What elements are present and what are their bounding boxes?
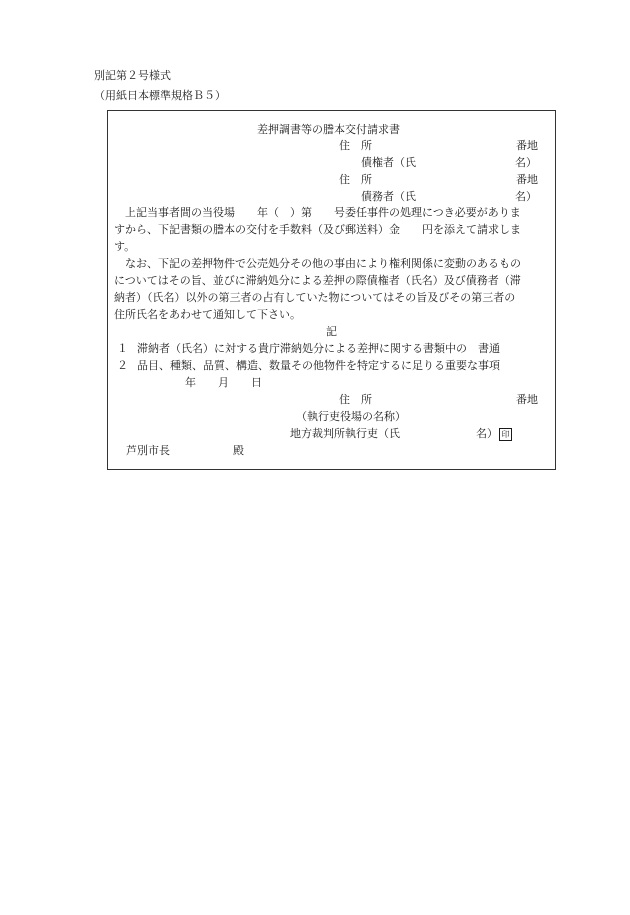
honorific: 殿 xyxy=(233,444,244,457)
officer-address-suffix: 番地 xyxy=(516,393,538,406)
paragraph2-line2: についてはその旨、並びに滞納処分による差押の際債権者（氏名）及び債務者（滞 xyxy=(114,274,521,287)
item2-text: 品目、種類、品質、構造、数量その他物件を特定するに足りる重要な事項 xyxy=(137,359,500,372)
item1-text: 滞納者（氏名）に対する貴庁滞納処分による差押に関する書類中の 書通 xyxy=(137,342,500,355)
date-line: 年 月 日 xyxy=(185,376,262,389)
creditor-address-label: 住 所 xyxy=(339,139,372,152)
addressee: 芦別市長 xyxy=(126,444,170,457)
item2-number: ２ xyxy=(117,359,128,372)
creditor-address-suffix: 番地 xyxy=(516,139,538,152)
ki-heading: 記 xyxy=(326,325,337,338)
officer-name-suffix-text: 名） xyxy=(476,427,498,440)
debtor-name-suffix: 名） xyxy=(515,190,537,203)
document-title: 差押調書等の謄本交付請求書 xyxy=(257,123,400,136)
paragraph1-line2: すから、下記書類の謄本の交付を手数料（及び郵送料）金 円を添えて請求しま xyxy=(114,223,521,236)
officer-address-label: 住 所 xyxy=(339,393,372,406)
creditor-name-label: 債権者（氏 xyxy=(361,156,416,169)
seal-mark: 印 xyxy=(499,428,512,441)
debtor-name-label: 債務者（氏 xyxy=(361,190,416,203)
paper-size-note: （用紙日本標準規格Ｂ５） xyxy=(94,89,226,102)
paragraph2-line3: 納者）（氏名）以外の第三者の占有していた物についてはその旨及びその第三者の xyxy=(114,291,516,304)
form-number: 別記第２号様式 xyxy=(94,69,171,82)
creditor-name-suffix: 名） xyxy=(515,156,537,169)
officer-office-name: （執行吏役場の名称） xyxy=(296,410,406,423)
debtor-address-suffix: 番地 xyxy=(516,173,538,186)
paragraph2-line1: なお、下記の差押物件で公売処分その他の事由により権利関係に変動のあるもの xyxy=(125,257,521,270)
debtor-address-label: 住 所 xyxy=(339,173,372,186)
item1-number: １ xyxy=(117,342,128,355)
paragraph2-line4: 住所氏名をあわせて通知して下さい。 xyxy=(114,308,301,321)
paragraph1-line3: す。 xyxy=(114,240,136,253)
paragraph1-line1: 上記当事者間の当役場 年（ ）第 号委任事件の処理につき必要がありま xyxy=(125,206,521,219)
officer-name-label: 地方裁判所執行吏（氏 xyxy=(290,427,400,440)
officer-name-suffix xyxy=(476,427,512,441)
